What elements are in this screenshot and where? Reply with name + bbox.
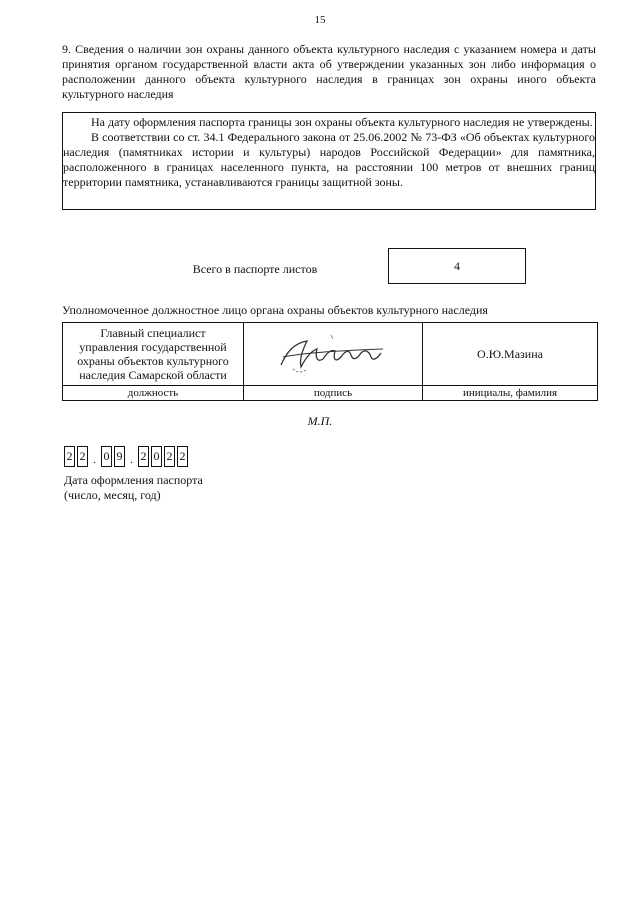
date-month-digit-2: 9: [114, 446, 125, 467]
date-year-digit-1: 2: [138, 446, 149, 467]
signature-cell: [244, 323, 423, 386]
date-day-digit-1: 2: [64, 446, 75, 467]
position-cell: [63, 323, 244, 386]
date-year-digit-3: 2: [164, 446, 175, 467]
total-sheets-label: Всего в паспорте листов: [192, 262, 318, 276]
protection-zone-info-box: [62, 112, 596, 210]
date-boxes: [64, 444, 190, 467]
signature-caption: подпись: [244, 386, 423, 401]
section-heading: 9. Сведения о наличии зон охраны данного объекта культурного наследия с указанием номера и даты принятия органом государственной власти акта об утверждении указанных зон либо информация о расположении данного объекта культурного наследия в границах зон охраны иного объекта культурного наследия: [62, 42, 596, 101]
position-line-2: управления государственной: [79, 340, 227, 354]
position-caption: должность: [63, 386, 244, 401]
date-year-digit-4: 2: [177, 446, 188, 467]
date-separator-1: .: [93, 452, 96, 466]
position-line-4: наследия Самарской области: [79, 368, 227, 382]
total-sheets-value: 4: [388, 248, 526, 284]
seal-mark: М.П.: [307, 414, 333, 428]
date-caption-line-2: (число, месяц, год): [64, 488, 161, 502]
name-caption: инициалы, фамилия: [423, 386, 598, 401]
position-line-1: Главный специалист: [100, 326, 206, 340]
date-caption: [64, 473, 203, 503]
page-number: 15: [314, 14, 326, 26]
box-paragraph-2: В соответствии со ст. 34.1 Федерального закона от 25.06.2002 № 73-ФЗ «Об объектах культурного наследия (памятниках истории и культуры) народов Российской Федерации» для памятника, расположенного в границах населенного пункта, на расстоянии 100 метров от внешних границ территории памятника, устанавливаются границы защитной зоны.: [63, 130, 595, 189]
date-caption-line-1: Дата оформления паспорта: [64, 473, 203, 487]
date-month-digit-1: 0: [101, 446, 112, 467]
date-year-digit-2: 0: [151, 446, 162, 467]
box-paragraph-1: На дату оформления паспорта границы зон охраны объекта культурного наследия не утверждены.: [91, 115, 593, 129]
handwritten-signature: [273, 329, 393, 379]
authorized-official-label: Уполномоченное должностное лицо органа охраны объектов культурного наследия: [62, 303, 488, 317]
name-cell: О.Ю.Мазина: [423, 323, 598, 386]
date-day-digit-2: 2: [77, 446, 88, 467]
date-separator-2: .: [130, 452, 133, 466]
signature-table: [62, 322, 598, 401]
position-line-3: охраны объектов культурного: [77, 354, 229, 368]
